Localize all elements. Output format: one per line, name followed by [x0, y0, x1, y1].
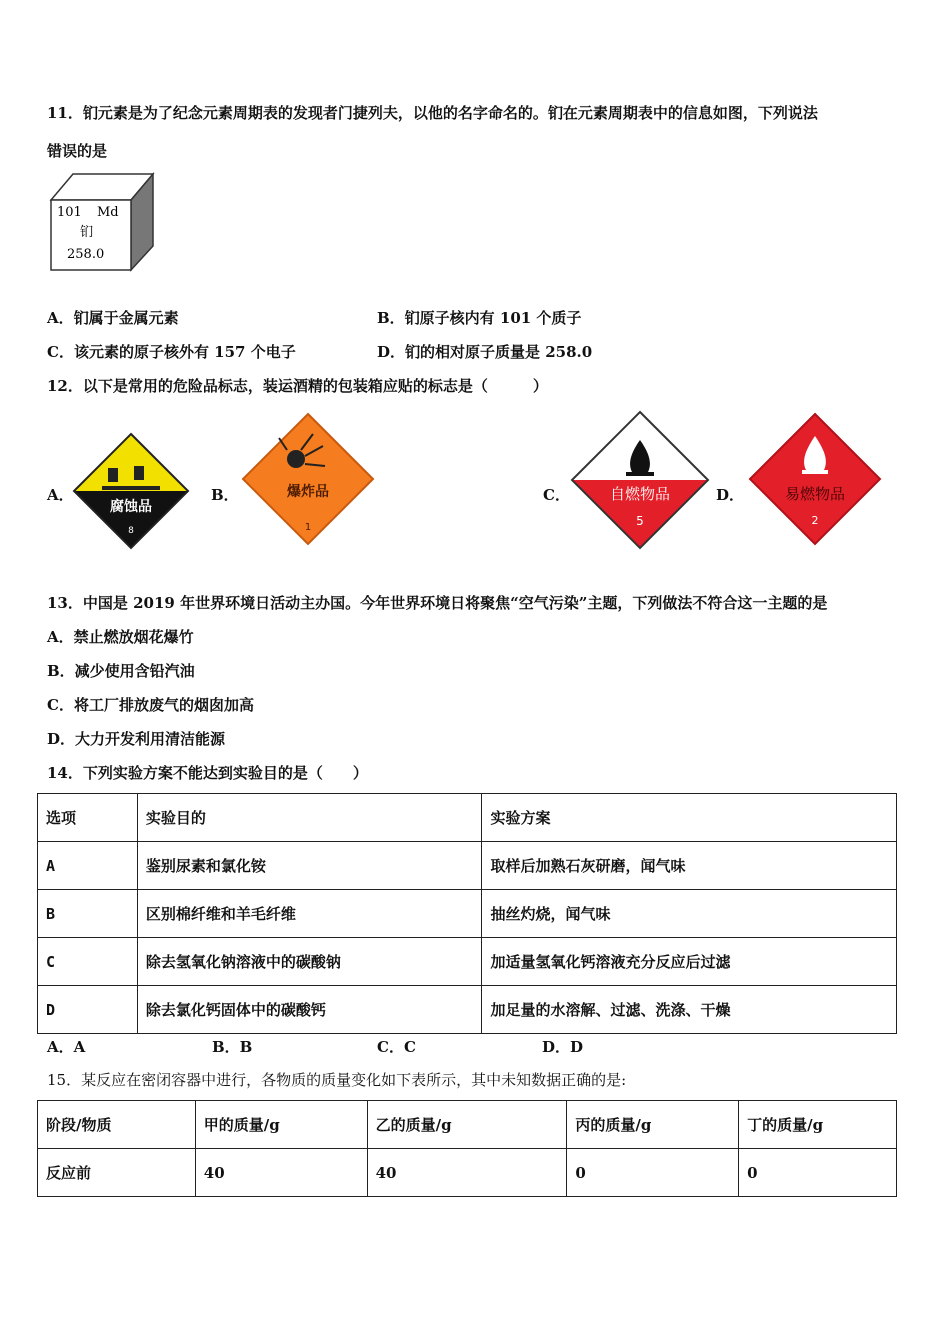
table-cell: 加适量氢氧化钙溶液充分反应后过滤: [482, 938, 897, 986]
q12-label-a[interactable]: A．: [47, 486, 74, 504]
q14-answer-a[interactable]: A．A: [47, 1038, 86, 1056]
q12-label-d[interactable]: D．: [716, 486, 745, 504]
q14-header-cell: 实验方案: [482, 794, 897, 842]
q12-stem: 12．以下是常用的危险品标志，装运酒精的包装箱应贴的标志是（ ）: [47, 377, 548, 395]
q14-table: [37, 793, 897, 1034]
table-cell: 区别棉纤维和羊毛纤维: [137, 890, 482, 938]
table-cell: 取样后加熟石灰研磨，闻气味: [482, 842, 897, 890]
element-number: 101: [57, 205, 82, 220]
spontaneous-combustion-sign: [570, 410, 710, 550]
table-cell: 鉴别尿素和氯化铵: [137, 842, 482, 890]
q15-header-row: [38, 1101, 897, 1149]
corrosive-sign: [72, 432, 190, 550]
table-cell: C: [38, 938, 138, 986]
q13-option-b[interactable]: B．减少使用含铅汽油: [47, 662, 195, 680]
q15-stem: 15．某反应在密闭容器中进行，各物质的质量变化如下表所示，其中未知数据正确的是:: [47, 1071, 627, 1089]
corrosive-sign-number: 8: [128, 526, 134, 536]
table-row: [38, 842, 897, 890]
q15-header-cell: 丁的质量/g: [739, 1101, 897, 1149]
q12-label-b[interactable]: B．: [211, 486, 239, 504]
element-symbol: Md: [97, 205, 119, 220]
q14-answer-b[interactable]: B．B: [212, 1038, 253, 1056]
table-cell: B: [38, 890, 138, 938]
explosive-sign-text: 爆炸品: [287, 484, 329, 500]
table-row: [38, 938, 897, 986]
table-cell: 40: [195, 1149, 367, 1197]
table-row: [38, 1149, 897, 1197]
explosive-sign-number: 1: [304, 522, 312, 533]
q13-option-a[interactable]: A．禁止燃放烟花爆竹: [47, 628, 194, 646]
q14-answer-d[interactable]: D．D: [542, 1038, 584, 1056]
q15-header-cell: 丙的质量/g: [567, 1101, 739, 1149]
table-cell: 除去氯化钙固体中的碳酸钙: [137, 986, 482, 1034]
element-cube-image: [47, 170, 157, 272]
table-cell: 加足量的水溶解、过滤、洗涤、干燥: [482, 986, 897, 1034]
corrosive-sign-text: 腐蚀品: [110, 499, 152, 515]
table-cell: A: [38, 842, 138, 890]
q15-header-cell: 阶段/物质: [38, 1101, 196, 1149]
q15-header-cell: 甲的质量/g: [195, 1101, 367, 1149]
table-row: [38, 890, 897, 938]
q13-option-c[interactable]: C．将工厂排放废气的烟囱加高: [47, 696, 254, 714]
q14-header-cell: 选项: [38, 794, 138, 842]
q12-label-c[interactable]: C．: [543, 486, 570, 504]
q15-table: [37, 1100, 897, 1197]
table-cell: 抽丝灼烧，闻气味: [482, 890, 897, 938]
q13-option-d[interactable]: D．大力开发利用清洁能源: [47, 730, 226, 748]
table-row: [38, 986, 897, 1034]
element-name: 钔: [80, 225, 94, 240]
q11-option-d[interactable]: D．钔的相对原子质量是 258.0: [377, 343, 593, 361]
q14-answer-c[interactable]: C．C: [377, 1038, 416, 1056]
table-cell: 40: [367, 1149, 567, 1197]
table-cell: 0: [567, 1149, 739, 1197]
spontaneous-combustion-sign-number: 5: [636, 514, 644, 528]
q11-option-b[interactable]: B．钔原子核内有 101 个质子: [377, 309, 582, 327]
q11-stem-line1: 11．钔元素是为了纪念元素周期表的发现者门捷列夫，以他的名字命名的。钔在元素周期表中的信息如图，下列说法: [47, 104, 818, 122]
q14-stem: 14．下列实验方案不能达到实验目的是（ ）: [47, 764, 368, 782]
table-cell: D: [38, 986, 138, 1034]
q15-header-cell: 乙的质量/g: [367, 1101, 567, 1149]
flammable-sign-text: 易燃物品: [784, 485, 846, 503]
explosive-sign: [241, 412, 375, 546]
q11-option-a[interactable]: A．钔属于金属元素: [47, 309, 179, 327]
q14-header-cell: 实验目的: [137, 794, 482, 842]
table-cell: 反应前: [38, 1149, 196, 1197]
flammable-sign-number: 2: [811, 514, 819, 527]
table-cell: 0: [739, 1149, 897, 1197]
flammable-sign: [748, 412, 882, 546]
spontaneous-combustion-sign-text: 自燃物品: [609, 485, 671, 503]
q14-header-row: [38, 794, 897, 842]
q11-stem-line2: 错误的是: [47, 142, 108, 160]
element-mass: 258.0: [67, 247, 105, 262]
q11-option-c[interactable]: C．该元素的原子核外有 157 个电子: [47, 343, 296, 361]
q13-stem: 13．中国是 2019 年世界环境日活动主办国。今年世界环境日将聚焦“空气污染”主题，下列做法不符合这一主题的是: [47, 594, 828, 612]
table-cell: 除去氢氧化钠溶液中的碳酸钠: [137, 938, 482, 986]
